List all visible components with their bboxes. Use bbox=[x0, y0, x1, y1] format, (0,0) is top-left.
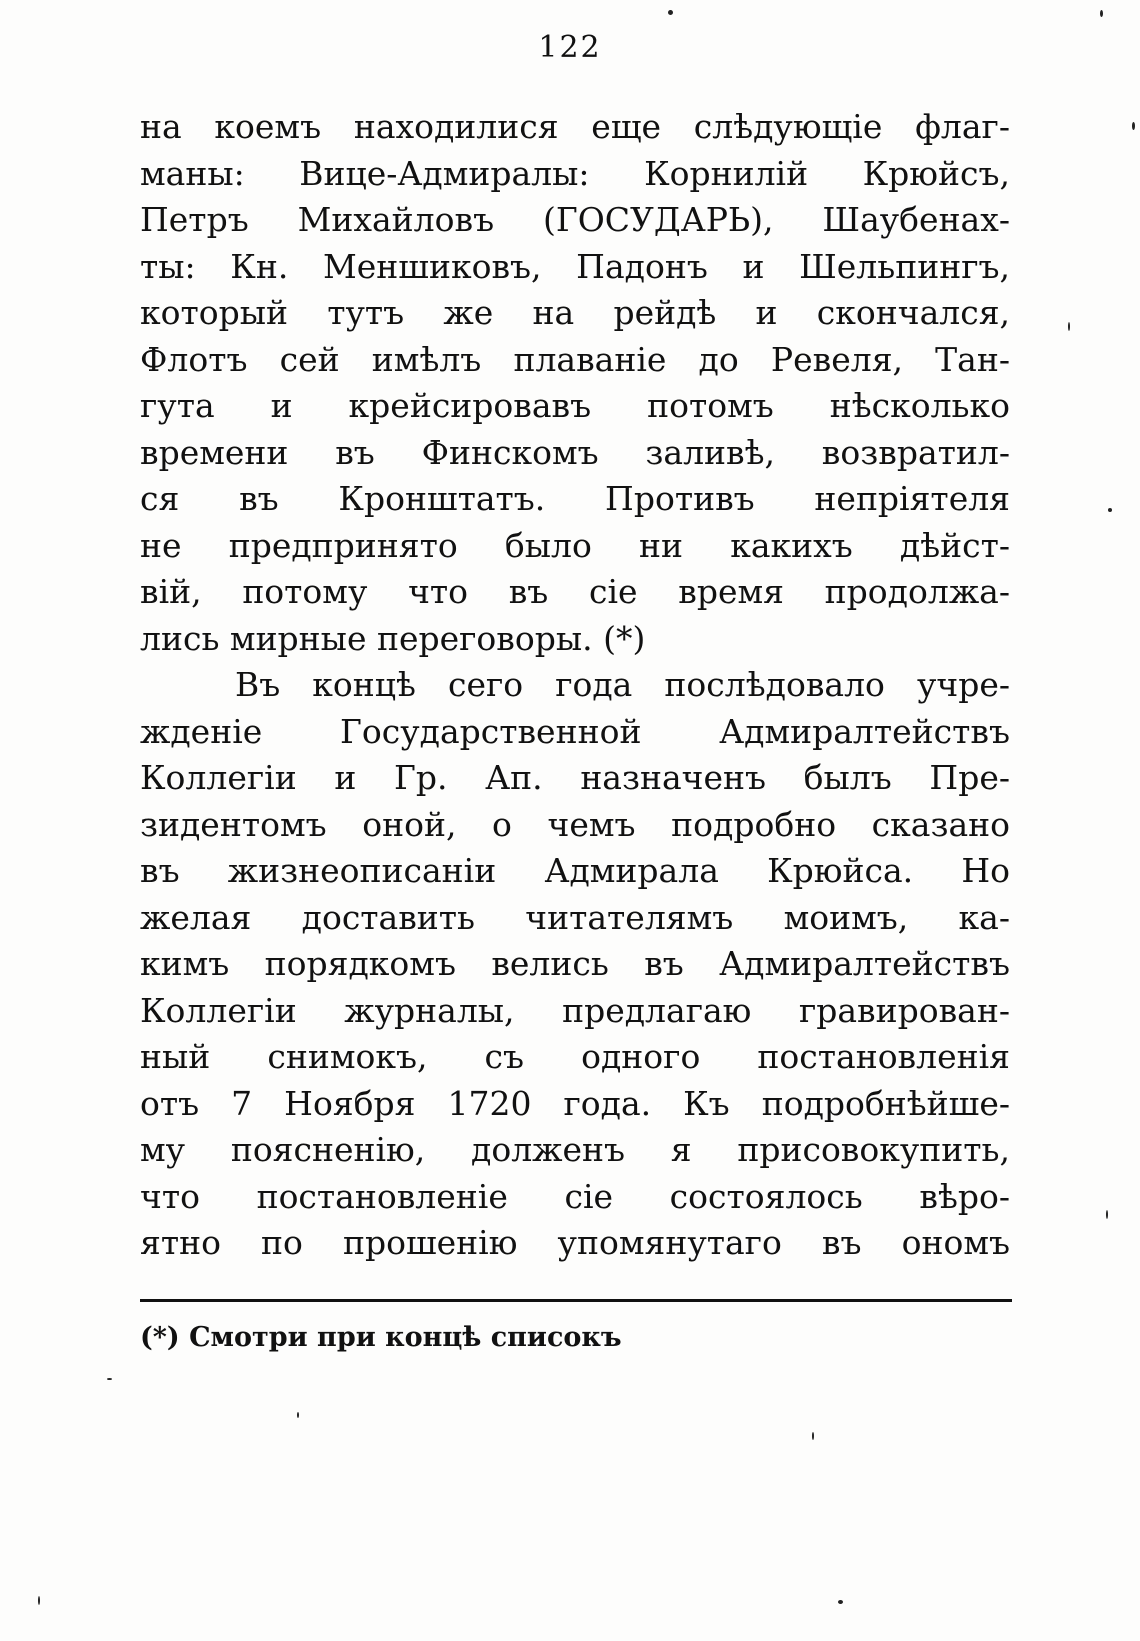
text-line: что постановленіе сіе состоялось вѣро- bbox=[140, 1176, 1010, 1216]
text-line: не предпринято было ни какихъ дѣйст- bbox=[140, 525, 1010, 565]
scan-speck bbox=[1106, 1210, 1108, 1219]
text-line: Петръ Михайловъ (ГОСУДАРЬ), Шаубенах- bbox=[140, 200, 1010, 239]
scan-speck bbox=[107, 1378, 112, 1380]
text-line: кимъ порядкомъ велись въ Адмиралтействъ bbox=[140, 944, 1010, 983]
text-line: ты: Кн. Меншиковъ, Падонъ и Шельпингъ, bbox=[140, 246, 1010, 286]
body-text bbox=[140, 104, 1010, 1267]
scan-speck bbox=[838, 1600, 843, 1604]
text-line: ся въ Кронштатъ. Противъ непріятеля bbox=[140, 479, 1010, 518]
scan-speck bbox=[1108, 508, 1112, 512]
text-line: времени въ Финскомъ заливѣ, возвратил- bbox=[140, 432, 1010, 472]
scan-speck bbox=[1100, 10, 1103, 17]
text-line: лись мирные переговоры. (*) bbox=[140, 618, 646, 658]
text-line: отъ 7 Ноября 1720 года. Къ подробнѣйше- bbox=[140, 1083, 1010, 1123]
text-line: на коемъ находилися еще слѣдующіе флаг- bbox=[140, 107, 1010, 146]
text-line: въ жизнеописаніи Адмирала Крюйса. Но bbox=[140, 851, 1010, 890]
scan-speck bbox=[1132, 122, 1135, 130]
text-line: Флотъ сей имѣлъ плаваніе до Ревеля, Тан- bbox=[140, 339, 1010, 379]
scan-speck bbox=[297, 1412, 299, 1418]
footnote: (*) Смотри при концѣ списокъ bbox=[140, 1322, 622, 1353]
text-line: Коллегіи и Гр. Ап. назначенъ былъ Пре- bbox=[140, 758, 1010, 797]
text-line: му поясненію, долженъ я присовокупить, bbox=[140, 1130, 1010, 1169]
text-line: маны: Вице-Адмиралы: Корнилій Крюйсъ, bbox=[140, 153, 1010, 193]
paragraph-start-line: Въ концѣ сего года послѣдовало учре- bbox=[235, 665, 1010, 704]
text-line: жденіе Государственной Адмиралтействъ bbox=[140, 711, 1010, 751]
text-line: зидентомъ оной, о чемъ подробно сказано bbox=[140, 804, 1010, 844]
text-line: ятно по прошенію упомянутаго въ ономъ bbox=[140, 1223, 1010, 1262]
text-line: гута и крейсировавъ потомъ нѣсколько bbox=[140, 386, 1010, 425]
page-number: 122 bbox=[538, 30, 602, 65]
text-line: вій, потому что въ сіе время продолжа- bbox=[140, 572, 1010, 611]
text-line: Коллегіи журналы, предлагаю гравирован- bbox=[140, 990, 1010, 1030]
text-line: ный снимокъ, съ одного постановленія bbox=[140, 1037, 1010, 1076]
scan-speck bbox=[812, 1432, 814, 1440]
scan-speck bbox=[38, 1596, 40, 1605]
footnote-divider bbox=[140, 1299, 1012, 1302]
text-line: который тутъ же на рейдѣ и скончался, bbox=[140, 293, 1010, 332]
text-line: желая доставить читателямъ моимъ, ка- bbox=[140, 897, 1010, 937]
scan-speck bbox=[1068, 322, 1070, 331]
scan-speck bbox=[668, 10, 673, 15]
